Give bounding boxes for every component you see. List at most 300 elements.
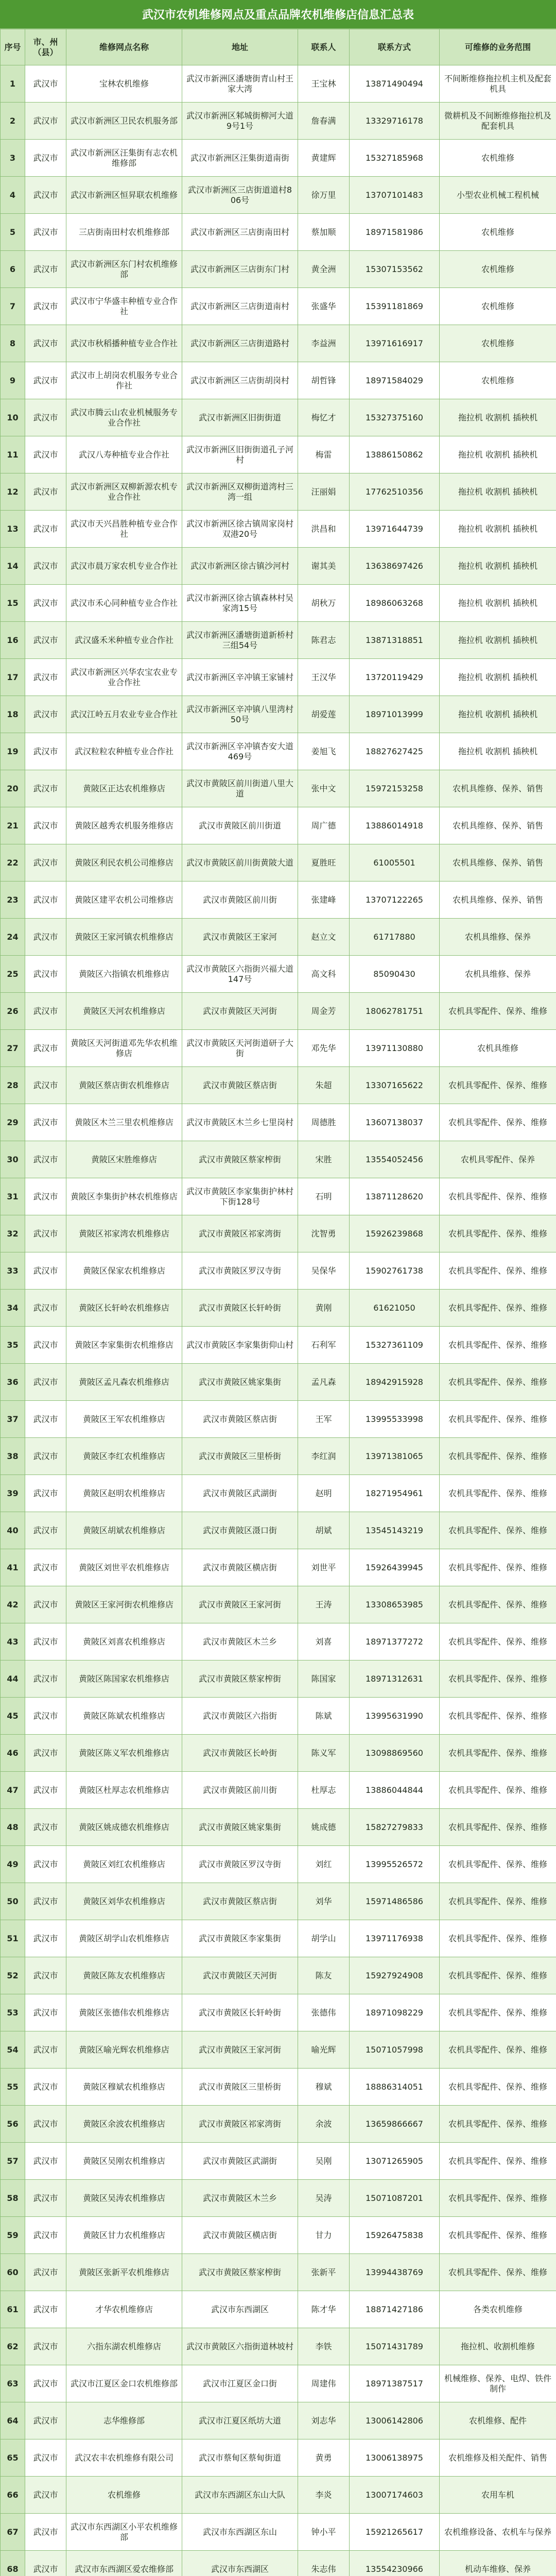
row-number-cell: [1, 177, 25, 214]
shop-address: 武汉市黄陂区李家集街: [198, 1933, 281, 1943]
repair-shop-name: 黄陂区正达农机维修店: [82, 783, 165, 793]
service-scope-cell: [440, 1623, 556, 1660]
contact-phone-cell: [350, 919, 440, 956]
table-title: 武汉市农机维修网点及重点品牌农机维修店信息汇总表: [0, 0, 556, 29]
contact-person: 张中文: [311, 783, 336, 793]
contact-phone: 15307153562: [366, 264, 423, 274]
shop-address-cell: [182, 1549, 298, 1586]
row-city: 武汉市: [33, 412, 58, 422]
repair-shop-name-cell: [66, 770, 182, 807]
shop-address: 武汉市黄陂区蔡店街: [202, 1414, 277, 1424]
contact-person: 姜旭飞: [311, 746, 336, 756]
repair-shop-name-cell: [66, 2031, 182, 2069]
row-number-cell: [1, 1809, 25, 1846]
repair-shop-name-cell: [66, 473, 182, 511]
contact-person-cell: [298, 1809, 350, 1846]
row-number-cell: [1, 1438, 25, 1475]
row-number-cell: [1, 2477, 25, 2514]
row-city-cell: [25, 1623, 66, 1660]
contact-phone-cell: [350, 1772, 440, 1809]
shop-address: 武汉市黄陂区天河街: [202, 1970, 277, 1980]
shop-address-cell: [182, 2551, 298, 2576]
row-number: 29: [7, 1117, 19, 1127]
shop-address: 武汉市新洲区辛冲镇杏安大道469号: [186, 741, 293, 761]
service-scope: 农机具零配件、保养、维修: [448, 1377, 547, 1387]
shop-address: 武汉市黄陂区姚家集街: [198, 1377, 281, 1387]
shop-address-cell: [182, 2365, 298, 2402]
service-scope: 农机具零配件、保养、维修: [448, 2267, 547, 2277]
repair-shop-name-cell: [66, 1475, 182, 1512]
contact-person-cell: [298, 2106, 350, 2143]
service-scope: 拖拉机 收割机 插秧机: [458, 709, 538, 719]
contact-person-cell: [298, 177, 350, 214]
repair-shop-name-cell: [66, 2291, 182, 2328]
table-row: [1, 1067, 556, 1104]
row-city-cell: [25, 1401, 66, 1438]
header-phone: 联系方式: [350, 29, 440, 65]
row-city-cell: [25, 1290, 66, 1327]
service-scope: 拖拉机 收割机 插秧机: [458, 412, 538, 422]
service-scope-cell: [440, 1660, 556, 1698]
contact-phone-cell: [350, 2551, 440, 2576]
contact-phone-cell: [350, 1475, 440, 1512]
table-row: [1, 288, 556, 325]
row-number: 12: [7, 486, 19, 497]
service-scope: 农机具零配件、保养、维修: [448, 1822, 547, 1832]
contact-person: 李红润: [311, 1451, 336, 1461]
contact-person: 黄建辉: [311, 152, 336, 163]
row-city-cell: [25, 1735, 66, 1772]
service-scope-cell: [440, 288, 556, 325]
contact-phone: 61717880: [373, 931, 415, 942]
row-number-cell: [1, 844, 25, 882]
contact-person-cell: [298, 2402, 350, 2439]
shop-address: 武汉市新洲区汪集街道南街: [190, 152, 289, 163]
shop-address: 武汉市新洲区旧街街道孔子河村: [186, 444, 293, 465]
row-city-cell: [25, 399, 66, 436]
table-body: [1, 65, 556, 2576]
row-number: 65: [7, 2452, 19, 2463]
shop-address-cell: [182, 2477, 298, 2514]
row-city-cell: [25, 1475, 66, 1512]
repair-shop-name-cell: [66, 1104, 182, 1141]
shop-address: 武汉市新洲区辛冲镇王家铺村: [186, 672, 293, 682]
table-row: [1, 2031, 556, 2069]
repair-shop-name-cell: [66, 2477, 182, 2514]
row-number-cell: [1, 585, 25, 622]
repair-shop-name-cell: [66, 288, 182, 325]
service-scope-cell: [440, 659, 556, 696]
contact-person-cell: [298, 1883, 350, 1920]
row-city-cell: [25, 214, 66, 251]
row-city: 武汉市: [33, 2007, 58, 2018]
row-number-cell: [1, 807, 25, 844]
contact-phone: 13871128620: [366, 1191, 423, 1201]
service-scope: 拖拉机、收割机维修: [460, 2341, 535, 2351]
contact-person: 胡爱莲: [311, 709, 336, 719]
row-city: 武汉市: [33, 2527, 58, 2537]
service-scope: 农机具零配件、保养、维修: [448, 1562, 547, 1572]
contact-phone: 15827279833: [366, 1822, 423, 1832]
repair-shop-name-cell: [66, 2365, 182, 2402]
row-city: 武汉市: [33, 1340, 58, 1350]
row-city: 武汉市: [33, 1265, 58, 1276]
contact-phone-cell: [350, 2106, 440, 2143]
contact-phone: 18971013999: [366, 709, 423, 719]
row-city-cell: [25, 65, 66, 103]
repair-shop-name-cell: [66, 1364, 182, 1401]
service-scope-cell: [440, 2365, 556, 2402]
table-row: [1, 1401, 556, 1438]
service-scope: 农机具零配件、保养、维修: [448, 1265, 547, 1276]
header-address: 地址: [182, 29, 298, 65]
repair-shop-name-cell: [66, 1735, 182, 1772]
contact-phone: 13071265905: [366, 2156, 423, 2166]
row-city: 武汉市: [33, 1562, 58, 1572]
service-scope-cell: [440, 140, 556, 177]
service-scope-cell: [440, 2069, 556, 2106]
row-city: 武汉市: [33, 1673, 58, 1684]
contact-person: 吴保华: [311, 1265, 336, 1276]
row-number-cell: [1, 2031, 25, 2069]
shop-address: 武汉市黄陂区王家河街: [198, 1599, 281, 1609]
service-scope-cell: [440, 177, 556, 214]
repair-shop-name-cell: [66, 362, 182, 399]
row-number: 64: [7, 2415, 19, 2426]
shop-address: 武汉市新洲区旧街街道: [198, 412, 281, 422]
contact-person-cell: [298, 325, 350, 362]
shop-address-cell: [182, 325, 298, 362]
repair-shop-name-cell: [66, 1290, 182, 1327]
table-row: [1, 844, 556, 882]
contact-phone: 13886044844: [366, 1785, 423, 1795]
service-scope-cell: [440, 2254, 556, 2291]
table-row: [1, 548, 556, 585]
row-number: 18: [7, 709, 19, 719]
contact-phone-cell: [350, 2143, 440, 2180]
contact-phone-cell: [350, 696, 440, 733]
contact-person: 宋胜: [315, 1154, 332, 1164]
shop-address-cell: [182, 1883, 298, 1920]
shop-address-cell: [182, 1994, 298, 2031]
contact-person: 孟凡森: [311, 1377, 336, 1387]
row-number-cell: [1, 1772, 25, 1809]
repair-shop-name: 宝林农机维修: [99, 78, 149, 89]
contact-phone-cell: [350, 473, 440, 511]
row-number-cell: [1, 1586, 25, 1623]
contact-phone: 15071431789: [366, 2341, 423, 2351]
table-row: [1, 511, 556, 548]
row-city: 武汉市: [33, 1191, 58, 1201]
contact-phone: 13994438769: [366, 2267, 423, 2277]
shop-address-cell: [182, 1141, 298, 1178]
shop-address-cell: [182, 1512, 298, 1549]
repair-shop-name-cell: [66, 919, 182, 956]
shop-address-cell: [182, 1252, 298, 1290]
row-city: 武汉市: [33, 1636, 58, 1647]
service-scope: 农机具零配件、保养、维修: [448, 2119, 547, 2129]
row-city-cell: [25, 1809, 66, 1846]
row-city: 武汉市: [33, 1933, 58, 1943]
repair-shop-name-cell: [66, 1698, 182, 1735]
row-city: 武汉市: [33, 338, 58, 348]
table-row: [1, 1735, 556, 1772]
contact-phone-cell: [350, 511, 440, 548]
contact-phone: 15902761738: [366, 1265, 423, 1276]
repair-shop-name-cell: [66, 585, 182, 622]
row-number-cell: [1, 325, 25, 362]
repair-shop-name: 武汉市新洲区汪集街有志农机维修部: [70, 147, 178, 168]
repair-shop-name-cell: [66, 1549, 182, 1586]
repair-shop-name-cell: [66, 844, 182, 882]
contact-phone: 18942915928: [366, 1377, 423, 1387]
repair-shop-name: 黄陂区宋胜维修店: [91, 1154, 157, 1164]
contact-phone: 13307165622: [366, 1080, 423, 1090]
contact-person: 喻光辉: [311, 2044, 336, 2055]
contact-phone: 18827627425: [366, 746, 423, 756]
repair-shop-name: 黄陂区越秀农机服务维修店: [74, 820, 173, 831]
shop-address: 武汉市黄陂区横店街: [202, 2230, 277, 2240]
row-city-cell: [25, 1438, 66, 1475]
shop-address-cell: [182, 733, 298, 770]
repair-shop-name-cell: [66, 2217, 182, 2254]
contact-phone: 85090430: [373, 969, 415, 979]
row-city-cell: [25, 103, 66, 140]
repair-shop-name-cell: [66, 2143, 182, 2180]
contact-person-cell: [298, 882, 350, 919]
row-number-cell: [1, 103, 25, 140]
contact-person-cell: [298, 1623, 350, 1660]
contact-person-cell: [298, 1067, 350, 1104]
contact-phone-cell: [350, 1549, 440, 1586]
contact-person-cell: [298, 733, 350, 770]
row-city: 武汉市: [33, 598, 58, 608]
row-number: 25: [7, 969, 19, 979]
contact-person-cell: [298, 103, 350, 140]
contact-person-cell: [298, 1364, 350, 1401]
contact-phone: 15327185968: [366, 152, 423, 163]
row-city: 武汉市: [33, 1154, 58, 1164]
row-number: 41: [7, 1562, 19, 1572]
row-number: 38: [7, 1451, 19, 1461]
shop-address: 武汉市黄陂区武湖街: [202, 1488, 277, 1498]
service-scope: 不间断维修拖拉机主机及配套机具: [444, 73, 551, 94]
row-number: 34: [7, 1302, 19, 1313]
repair-shop-name: 武汉市新洲区卫民农机服务部: [70, 115, 178, 126]
row-number-cell: [1, 770, 25, 807]
row-number: 61: [7, 2304, 19, 2314]
row-city-cell: [25, 919, 66, 956]
shop-address: 武汉市黄陂区六指街: [202, 1710, 277, 1721]
row-number: 20: [7, 783, 19, 793]
row-number-cell: [1, 140, 25, 177]
contact-person-cell: [298, 399, 350, 436]
repair-shop-name: 黄陂区王家河镇农机维修店: [74, 931, 173, 942]
contact-person-cell: [298, 844, 350, 882]
contact-phone: 13545143219: [366, 1525, 423, 1535]
row-city-cell: [25, 1846, 66, 1883]
row-city: 武汉市: [33, 635, 58, 645]
repair-shop-name-cell: [66, 1215, 182, 1252]
contact-person: 王军: [315, 1414, 332, 1424]
service-scope: 农机维修: [481, 227, 514, 237]
shop-address: 武汉市江夏区金口街: [202, 2378, 277, 2388]
row-number: 56: [7, 2119, 19, 2129]
contact-person-cell: [298, 1401, 350, 1438]
row-city-cell: [25, 1364, 66, 1401]
service-scope-cell: [440, 1401, 556, 1438]
shop-address-cell: [182, 1030, 298, 1067]
table-row: [1, 1549, 556, 1586]
contact-phone: 13995533998: [366, 1414, 423, 1424]
contact-phone: 13971176938: [366, 1933, 423, 1943]
row-city: 武汉市: [33, 2304, 58, 2314]
row-city-cell: [25, 844, 66, 882]
shop-address-cell: [182, 2180, 298, 2217]
table-row: [1, 2291, 556, 2328]
shop-address-cell: [182, 1067, 298, 1104]
service-scope-cell: [440, 807, 556, 844]
row-city: 武汉市: [33, 449, 58, 460]
shop-address: 武汉市新洲区辛冲镇八里湾村50号: [186, 704, 293, 724]
service-scope-cell: [440, 1735, 556, 1772]
row-number: 10: [7, 412, 19, 422]
contact-phone: 13006138975: [366, 2452, 423, 2463]
contact-person-cell: [298, 1141, 350, 1178]
service-scope-cell: [440, 1215, 556, 1252]
row-number-cell: [1, 1141, 25, 1178]
service-scope-cell: [440, 2514, 556, 2551]
repair-shop-name: 武汉市上胡岗农机服务专业合作社: [70, 370, 178, 391]
service-scope-cell: [440, 548, 556, 585]
contact-person: 陈斌: [315, 1710, 332, 1721]
row-city: 武汉市: [33, 1117, 58, 1127]
contact-phone: 18062781751: [366, 1006, 423, 1016]
row-city-cell: [25, 2031, 66, 2069]
shop-address-cell: [182, 140, 298, 177]
row-number-cell: [1, 362, 25, 399]
row-city: 武汉市: [33, 561, 58, 571]
row-city-cell: [25, 2514, 66, 2551]
contact-person-cell: [298, 1772, 350, 1809]
contact-phone: 18971581986: [366, 227, 423, 237]
repair-shop-name-cell: [66, 733, 182, 770]
contact-person: 洪昌和: [311, 523, 336, 534]
contact-person-cell: [298, 622, 350, 659]
shop-address: 武汉市新洲区徐古镇沙河村: [190, 561, 289, 571]
contact-person: 周德胜: [311, 1117, 336, 1127]
shop-address: 武汉市黄陂区三里桥街: [198, 2081, 281, 2092]
row-number: 19: [7, 746, 19, 756]
row-number: 36: [7, 1377, 19, 1387]
row-city-cell: [25, 251, 66, 288]
repair-shop-name: 黄陂区姚成德农机维修店: [78, 1822, 169, 1832]
service-scope: 农机具零配件、保养、维修: [448, 1710, 547, 1721]
service-scope-cell: [440, 1957, 556, 1994]
row-city: 武汉市: [33, 1859, 58, 1869]
repair-shop-name-cell: [66, 659, 182, 696]
row-city-cell: [25, 1104, 66, 1141]
row-city: 武汉市: [33, 301, 58, 311]
contact-person: 吴涛: [315, 2193, 332, 2203]
repair-shop-name: 黄陂区余波农机维修店: [82, 2119, 165, 2129]
shop-address: 武汉市黄陂区前川街: [202, 1785, 277, 1795]
shop-address-cell: [182, 65, 298, 103]
row-city: 武汉市: [33, 1970, 58, 1980]
contact-person-cell: [298, 1438, 350, 1475]
row-number-cell: [1, 1030, 25, 1067]
shop-address: 武汉市新洲区双柳街道湾村三湾一组: [186, 481, 293, 502]
service-scope-cell: [440, 2402, 556, 2439]
contact-phone: 13006142806: [366, 2415, 423, 2426]
table-row: [1, 807, 556, 844]
row-city: 武汉市: [33, 1785, 58, 1795]
shop-address-cell: [182, 1660, 298, 1698]
repair-shop-name: 黄陂区王家河街农机维修店: [74, 1599, 173, 1609]
shop-address-cell: [182, 956, 298, 993]
service-scope-cell: [440, 770, 556, 807]
repair-shop-name: 武汉市禾心同种植专业合作社: [70, 598, 178, 608]
contact-phone-cell: [350, 2291, 440, 2328]
contact-person-cell: [298, 993, 350, 1030]
contact-phone-cell: [350, 1364, 440, 1401]
contact-phone-cell: [350, 1030, 440, 1067]
row-city-cell: [25, 2069, 66, 2106]
row-city: 武汉市: [33, 1302, 58, 1313]
contact-phone-cell: [350, 1735, 440, 1772]
service-scope-cell: [440, 1586, 556, 1623]
contact-phone: 15327375160: [366, 412, 423, 422]
contact-person: 胡斌: [315, 1525, 332, 1535]
row-number-cell: [1, 993, 25, 1030]
contact-person: 周建伟: [311, 2378, 336, 2388]
shop-address: 武汉市黄陂区蔡家榨街: [198, 1154, 281, 1164]
row-city: 武汉市: [33, 746, 58, 756]
service-scope-cell: [440, 2477, 556, 2514]
row-number: 22: [7, 857, 19, 868]
contact-phone: 13995631990: [366, 1710, 423, 1721]
contact-phone-cell: [350, 2514, 440, 2551]
service-scope: 农机具维修、保养、销售: [452, 783, 543, 793]
service-scope-cell: [440, 956, 556, 993]
shop-address-cell: [182, 2106, 298, 2143]
row-city: 武汉市: [33, 2081, 58, 2092]
shop-address-cell: [182, 770, 298, 807]
shop-address: 武汉市黄陂区六指街道林坡村: [186, 2341, 293, 2351]
shop-address: 武汉市新洲区三店街东门村: [190, 264, 289, 274]
contact-person-cell: [298, 251, 350, 288]
row-number: 42: [7, 1599, 19, 1609]
contact-person-cell: [298, 214, 350, 251]
service-scope: 农机具零配件、保养、维修: [448, 1785, 547, 1795]
row-city: 武汉市: [33, 894, 58, 905]
contact-person: 刘华: [315, 1896, 332, 1906]
row-city: 武汉市: [33, 78, 58, 89]
contact-phone: 18971387517: [366, 2378, 423, 2388]
shop-address: 武汉市新洲区邾城街柳河大道9号1号: [186, 110, 293, 131]
repair-shop-name-cell: [66, 1660, 182, 1698]
contact-person-cell: [298, 770, 350, 807]
contact-phone: 15927924908: [366, 1970, 423, 1980]
repair-shop-name-cell: [66, 214, 182, 251]
table-row: [1, 882, 556, 919]
row-number: 63: [7, 2378, 19, 2388]
service-scope-cell: [440, 1512, 556, 1549]
repair-shop-name: 武汉市新洲区恒昇联农机维修: [70, 190, 178, 200]
table-row: [1, 1994, 556, 2031]
repair-shop-name-cell: [66, 103, 182, 140]
shop-address: 武汉市黄陂区前川街: [202, 894, 277, 905]
